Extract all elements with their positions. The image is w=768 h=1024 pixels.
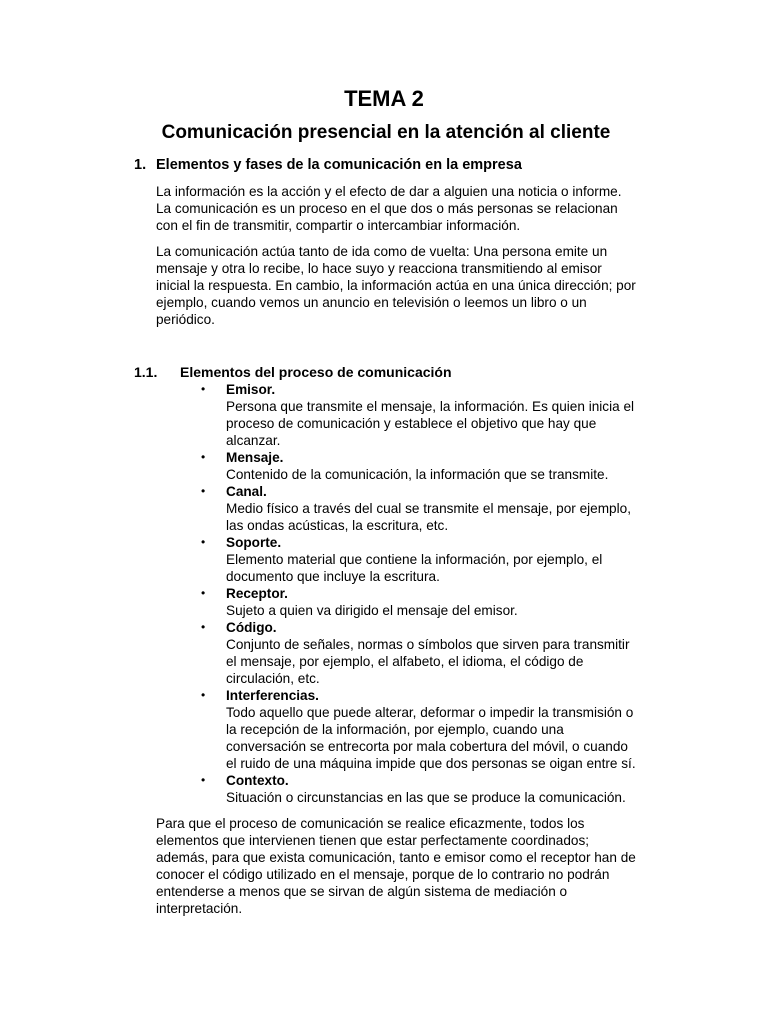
list-item: [200, 381, 670, 449]
paragraph-line: periódico.: [156, 312, 215, 327]
list-item: [200, 772, 670, 806]
paragraph-line: La comunicación actúa tanto de ida como de vuelta: Una persona emite un: [156, 244, 608, 259]
bullet-icon: •: [201, 450, 206, 464]
bullet-icon: •: [201, 382, 206, 396]
section-1-1-number: 1.1.: [134, 364, 158, 380]
paragraph-line: mensaje y otra lo recibe, lo hace suyo y reacciona transmitiendo al emisor: [156, 261, 602, 276]
bullet-icon: •: [201, 620, 206, 634]
description-line: Elemento material que contiene la información, por ejemplo, el: [226, 552, 603, 567]
paragraph-line: además, para que exista comunicación, tanto e emisor como el receptor han de: [156, 850, 636, 865]
list-item-term: Código.: [226, 620, 277, 635]
list-item-term: Emisor.: [226, 382, 276, 397]
list-item-description: [226, 551, 670, 585]
page-title: TEMA 2: [344, 86, 424, 111]
list-item-description: [226, 500, 670, 534]
section-1-paragraph-1: [156, 183, 666, 234]
list-item: [200, 687, 670, 772]
section-1-1-heading: [134, 363, 452, 381]
list-item: [200, 449, 670, 483]
list-item-description: [226, 636, 670, 687]
list-item-description: [226, 789, 670, 806]
bullet-icon: •: [201, 773, 206, 787]
description-line: Sujeto a quien va dirigido el mensaje del emisor.: [226, 603, 518, 618]
paragraph-line: La comunicación es un proceso en el que dos o más personas se relacionan: [156, 201, 618, 216]
description-line: Contenido de la comunicación, la información que se transmite.: [226, 467, 609, 482]
list-item: [200, 585, 670, 619]
description-line: Todo aquello que puede alterar, deformar o impedir la transmisión o: [226, 705, 634, 720]
list-item-description: [226, 398, 670, 449]
paragraph-line: interpretación.: [156, 901, 243, 916]
list-item-term: Contexto.: [226, 773, 289, 788]
description-line: el ruido de una máquina impide que dos personas se oigan entre sí.: [226, 756, 636, 771]
description-line: la recepción de la información, por ejemplo, cuando una: [226, 722, 564, 737]
list-item-term: Interferencias.: [226, 688, 319, 703]
description-line: alcanzar.: [226, 433, 281, 448]
description-line: conversación se entrecorta por mala cobertura del móvil, o cuando: [226, 739, 628, 754]
paragraph-line: con el fin de transmitir, compartir o intercambiar información.: [156, 218, 521, 233]
description-line: Situación o circunstancias en las que se produce la comunicación.: [226, 790, 626, 805]
list-item: [200, 619, 670, 687]
section-1-heading: [134, 156, 522, 174]
section-1-number: 1.: [134, 157, 147, 173]
paragraph-line: Para que el proceso de comunicación se realice eficazmente, todos los: [156, 816, 585, 831]
paragraph-line: elementos que intervienen tienen que estar perfectamente coordinados;: [156, 833, 590, 848]
section-1-paragraph-2: [156, 243, 666, 328]
list-item-description: [226, 466, 670, 483]
description-line: Persona que transmite el mensaje, la información. Es quien inicia el: [226, 399, 635, 414]
paragraph-line: inicial la respuesta. En cambio, la información actúa en una única dirección; por: [156, 278, 636, 293]
list-item-term: Soporte.: [226, 535, 282, 550]
section-1-1-title: Elementos del proceso de comunicación: [180, 364, 452, 380]
description-line: Conjunto de señales, normas o símbolos que sirven para transmitir: [226, 637, 630, 652]
description-line: Medio físico a través del cual se transmite el mensaje, por ejemplo,: [226, 501, 631, 516]
bullet-icon: •: [201, 535, 206, 549]
paragraph-line: ejemplo, cuando vemos un anuncio en televisión o leemos un libro o un: [156, 295, 587, 310]
description-line: documento que incluye la escritura.: [226, 569, 440, 584]
elements-list: [200, 381, 670, 806]
paragraph-line: conocer el código utilizado en el mensaje, porque de lo contrario no podrán: [156, 867, 610, 882]
paragraph-line: La información es la acción y el efecto de dar a alguien una noticia o informe.: [156, 184, 622, 199]
list-item-term: Canal.: [226, 484, 267, 499]
section-1-title: Elementos y fases de la comunicación en la empresa: [156, 157, 522, 173]
paragraph-line: entenderse a menos que se sirvan de algún sistema de mediación o: [156, 884, 568, 899]
list-item-description: [226, 704, 670, 772]
description-line: circulación, etc.: [226, 671, 320, 686]
description-line: el mensaje, por ejemplo, el alfabeto, el idioma, el código de: [226, 654, 584, 669]
list-item-description: [226, 602, 670, 619]
section-1-1-closing-paragraph: [156, 815, 666, 917]
description-line: proceso de comunicación y establece el objetivo que hay que: [226, 416, 597, 431]
description-line: las ondas acústicas, la escritura, etc.: [226, 518, 449, 533]
list-item-term: Receptor.: [226, 586, 288, 601]
bullet-icon: •: [201, 484, 206, 498]
list-item: [200, 534, 670, 585]
bullet-icon: •: [201, 586, 206, 600]
list-item: [200, 483, 670, 534]
page-subtitle: Comunicación presencial en la atención al cliente: [161, 122, 611, 143]
bullet-icon: •: [201, 688, 206, 702]
list-item-term: Mensaje.: [226, 450, 284, 465]
